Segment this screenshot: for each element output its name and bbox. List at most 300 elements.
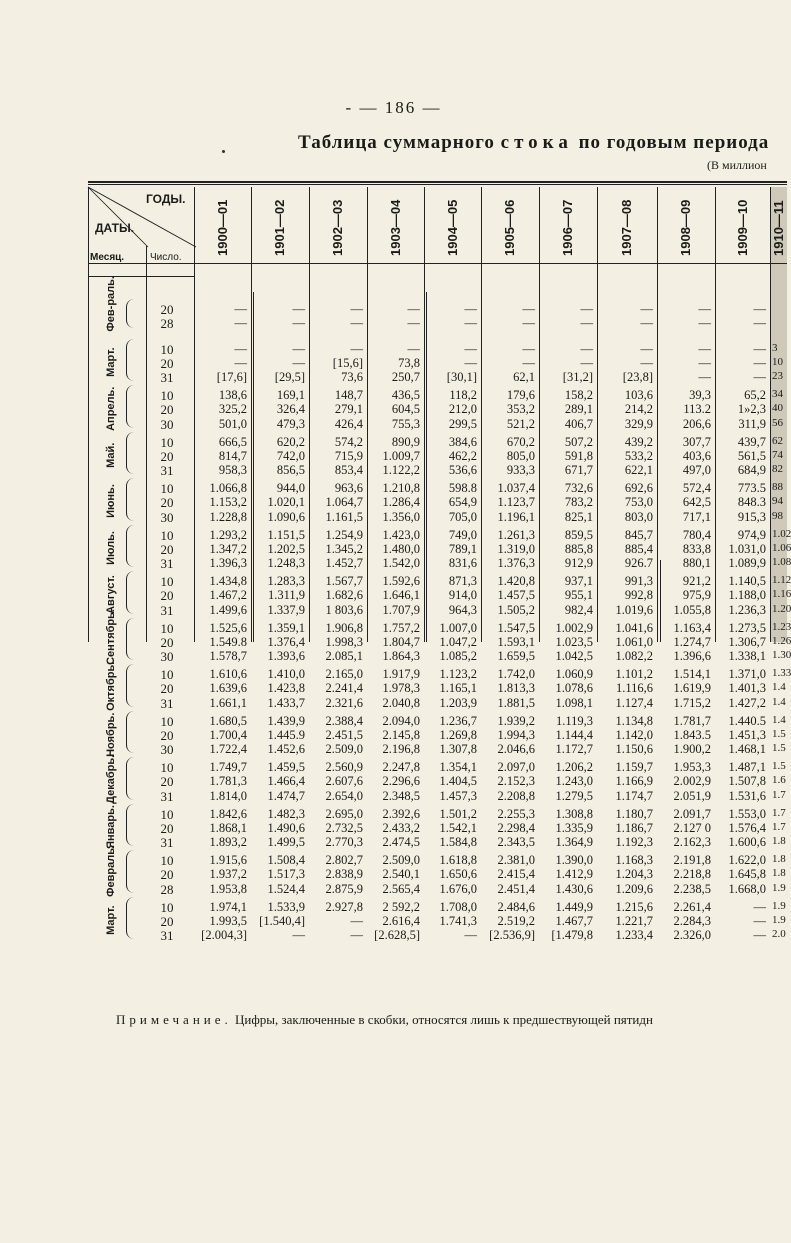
table-cell: 138,6 bbox=[218, 388, 247, 403]
table-cell: 982,4 bbox=[564, 602, 593, 617]
table-cell: 1.354,1 bbox=[439, 760, 477, 775]
year-header-10: 1909—10 bbox=[734, 199, 750, 257]
month-brace bbox=[126, 711, 137, 754]
table-cell: 1.542,1 bbox=[439, 820, 477, 835]
years-header-label: ГОДЫ. bbox=[146, 192, 186, 206]
table-cell: 1.449,9 bbox=[555, 899, 593, 914]
table-cell: 507,2 bbox=[564, 434, 593, 449]
table-cell: 1.781,7 bbox=[673, 713, 711, 728]
day-number: 20 bbox=[160, 448, 174, 464]
table-cell: 1.622,0 bbox=[728, 853, 766, 868]
table-cell: 426,4 bbox=[334, 416, 363, 431]
table-cell: 73,8 bbox=[398, 355, 420, 370]
table-cell: 1.236,7 bbox=[439, 713, 477, 728]
table-cell: 1.700,4 bbox=[209, 727, 247, 742]
table-cell: 462,2 bbox=[448, 448, 477, 463]
table-cell: 2.145,8 bbox=[382, 727, 420, 742]
table-cell: 974,9 bbox=[737, 527, 766, 542]
table-cell: 1.542,0 bbox=[382, 556, 420, 571]
table-cell: 1.618,8 bbox=[439, 853, 477, 868]
table-cell: 1.994,3 bbox=[497, 727, 535, 742]
month-brace bbox=[126, 618, 137, 661]
table-cell: — bbox=[292, 928, 305, 943]
table-cell: 845,7 bbox=[624, 527, 653, 542]
table-cell: 479,3 bbox=[276, 416, 305, 431]
day-number: 10 bbox=[160, 481, 174, 497]
table-cell: 1.150,6 bbox=[615, 742, 653, 757]
table-cell: — bbox=[350, 302, 363, 316]
table-cell: 825,1 bbox=[564, 509, 593, 524]
table-cell: 1.202,5 bbox=[267, 541, 305, 556]
day-number: 20 bbox=[160, 541, 174, 557]
table-cell: 325,2 bbox=[218, 402, 247, 417]
title-spaced-word: стока bbox=[500, 132, 573, 153]
table-cell: 1.037,4 bbox=[497, 481, 535, 496]
table-cell: 1.9 bbox=[772, 913, 786, 926]
table-cell: 574,2 bbox=[334, 434, 363, 449]
table-cell: 2.348,5 bbox=[382, 788, 420, 803]
table-cell: — bbox=[753, 928, 766, 943]
table-cell: 2.560,9 bbox=[325, 760, 363, 775]
table-cell: 803,0 bbox=[624, 509, 653, 524]
table-cell: 439,2 bbox=[624, 434, 653, 449]
table-cell: 2.415,4 bbox=[497, 867, 535, 882]
table-cell: — bbox=[407, 302, 420, 316]
table-cell: 1.906,8 bbox=[325, 620, 363, 635]
table-cell: 1.009,7 bbox=[382, 448, 420, 463]
table-cell: 1.467,7 bbox=[555, 913, 593, 928]
table-cell: 2.388,4 bbox=[325, 713, 363, 728]
month-brace bbox=[126, 432, 137, 475]
table-cell: — bbox=[234, 341, 247, 356]
table-cell: 572,4 bbox=[682, 481, 711, 496]
month-brace bbox=[126, 299, 137, 328]
table-cell: 1.514,1 bbox=[673, 667, 711, 682]
table-cell: 1.466,4 bbox=[267, 774, 305, 789]
table-cell: 1.393,6 bbox=[267, 649, 305, 664]
month-brace bbox=[126, 525, 137, 568]
table-cell: 1.410,0 bbox=[267, 667, 305, 682]
table-cell: 1.12 bbox=[772, 574, 791, 587]
day-number: 20 bbox=[160, 913, 174, 929]
table-cell: 1.439,9 bbox=[267, 713, 305, 728]
table-cell: 1.248,3 bbox=[267, 556, 305, 571]
table-cell: 406,7 bbox=[564, 416, 593, 431]
table-cell: 1.261,3 bbox=[497, 527, 535, 542]
table-cell: 1.335,9 bbox=[555, 820, 593, 835]
table-cell: 1.533,9 bbox=[267, 899, 305, 914]
month-brace bbox=[126, 385, 137, 428]
table-cell: 148,7 bbox=[334, 388, 363, 403]
table-cell: 1.499,5 bbox=[267, 835, 305, 850]
table-cell: 1.233,4 bbox=[615, 928, 653, 943]
table-cell: 1.5 bbox=[772, 760, 786, 773]
table-cell: 1.517,3 bbox=[267, 867, 305, 882]
table-cell: — bbox=[640, 355, 653, 370]
table-cell: 1.917,9 bbox=[382, 667, 420, 682]
table-cell: 684,9 bbox=[737, 463, 766, 478]
table-cell: — bbox=[753, 355, 766, 370]
table-cell: — bbox=[753, 913, 766, 928]
year-header-1: 1900—01 bbox=[214, 199, 230, 257]
table-cell: 742,0 bbox=[276, 448, 305, 463]
day-number: 28 bbox=[160, 316, 174, 332]
table-cell: — bbox=[640, 316, 653, 331]
table-cell: 1.505,2 bbox=[497, 602, 535, 617]
stray-dot bbox=[222, 150, 225, 153]
table-cell: 975,9 bbox=[682, 588, 711, 603]
table-cell: 1.953,3 bbox=[673, 760, 711, 775]
table-cell: — bbox=[464, 341, 477, 356]
table-cell: 1.682,6 bbox=[325, 588, 363, 603]
table-cell: 2.152,3 bbox=[497, 774, 535, 789]
table-cell: 1.6 bbox=[772, 774, 786, 787]
table-cell: 2.247,8 bbox=[382, 760, 420, 775]
footnote bbox=[116, 1012, 653, 1028]
table-cell: 2.927,8 bbox=[325, 899, 363, 914]
table-cell: — bbox=[698, 316, 711, 331]
table-cell: 1.161,5 bbox=[325, 509, 363, 524]
table-cell: 1.306,7 bbox=[728, 634, 766, 649]
table-cell: — bbox=[350, 341, 363, 356]
table-cell: 1.098,1 bbox=[555, 695, 593, 710]
table-cell: 705,0 bbox=[448, 509, 477, 524]
table-cell: 1.308,8 bbox=[555, 806, 593, 821]
table-cell: 2.298,4 bbox=[497, 820, 535, 835]
table-cell: 1.412,9 bbox=[555, 867, 593, 882]
month-brace bbox=[126, 850, 137, 893]
table-cell: 1.064,7 bbox=[325, 495, 363, 510]
table-cell: 212,0 bbox=[448, 402, 477, 417]
table-cell: 732,6 bbox=[564, 481, 593, 496]
table-cell: 1.307,8 bbox=[439, 742, 477, 757]
table-cell: 1.742,0 bbox=[497, 667, 535, 682]
table-cell: 2.451,5 bbox=[325, 727, 363, 742]
day-number: 20 bbox=[160, 774, 174, 790]
table-cell: [17,6] bbox=[216, 370, 247, 385]
table-cell: 1.480,0 bbox=[382, 541, 420, 556]
table-cell: 789,1 bbox=[448, 541, 477, 556]
table-cell: 955,1 bbox=[564, 588, 593, 603]
day-number: 30 bbox=[160, 742, 174, 758]
year-header-7: 1906—07 bbox=[560, 199, 575, 257]
table-cell: 497,0 bbox=[682, 463, 711, 478]
table-cell: 1.467,2 bbox=[209, 588, 247, 603]
table-cell: 1.254,9 bbox=[325, 527, 363, 542]
table-cell: 1.286,4 bbox=[382, 495, 420, 510]
day-number: 30 bbox=[160, 416, 174, 432]
table-cell: — bbox=[640, 302, 653, 316]
day-number: 20 bbox=[160, 727, 174, 743]
table-cell: 958,3 bbox=[218, 463, 247, 478]
table-cell: 1.427,2 bbox=[728, 695, 766, 710]
month-brace bbox=[126, 478, 137, 521]
table-cell: 937,1 bbox=[564, 574, 593, 589]
table-cell: 2.046,6 bbox=[497, 742, 535, 757]
table-cell: 439,7 bbox=[737, 434, 766, 449]
table-cell: [2.004,3] bbox=[201, 928, 247, 943]
table-cell: 2.451,4 bbox=[497, 881, 535, 896]
table-cell: 1.119,3 bbox=[555, 713, 593, 728]
table-cell: 1.487,1 bbox=[728, 760, 766, 775]
day-number: 31 bbox=[160, 602, 174, 618]
table-cell: 1.243,0 bbox=[555, 774, 593, 789]
table-cell: 1.593,1 bbox=[497, 634, 535, 649]
month-label-4: Май. bbox=[105, 442, 117, 468]
table-cell: 2.091,7 bbox=[673, 806, 711, 821]
day-number: 20 bbox=[160, 634, 174, 650]
table-cell: 1.8 bbox=[772, 867, 786, 880]
table-cell: 2.191,8 bbox=[673, 853, 711, 868]
table-cell: 1.188,0 bbox=[728, 588, 766, 603]
month-label-9: Октябрь. bbox=[105, 661, 117, 711]
table-cell: 2.085,1 bbox=[325, 649, 363, 664]
table-cell: 963,6 bbox=[334, 481, 363, 496]
table-cell: 1.440.5 bbox=[728, 713, 766, 728]
table-cell: 1.203,9 bbox=[439, 695, 477, 710]
table-cell: 598.8 bbox=[448, 481, 477, 496]
table-cell: 1.060,9 bbox=[555, 667, 593, 682]
table-cell: 2.392,6 bbox=[382, 806, 420, 821]
month-label-7: Август. bbox=[105, 575, 117, 614]
footnote-text: Цифры, заключенные в скобки, относятся лишь к предшествующей пятидн bbox=[235, 1012, 653, 1027]
table-cell: 1.4 bbox=[772, 713, 786, 726]
table-cell: 1.661,1 bbox=[209, 695, 247, 710]
table-cell: 912,9 bbox=[564, 556, 593, 571]
table-cell: 2.540,1 bbox=[382, 867, 420, 882]
table-cell: 1.319,0 bbox=[497, 541, 535, 556]
table-cell: 1.066,8 bbox=[209, 481, 247, 496]
table-cell: 289,1 bbox=[564, 402, 593, 417]
table-cell: 1.404,5 bbox=[439, 774, 477, 789]
table-cell: 103,6 bbox=[624, 388, 653, 403]
table-cell: 113.2 bbox=[683, 402, 711, 417]
table-cell: 2.296,6 bbox=[382, 774, 420, 789]
table-cell: 856,5 bbox=[276, 463, 305, 478]
day-number: 20 bbox=[160, 495, 174, 511]
table-cell: — bbox=[698, 302, 711, 316]
table-cell: 179,6 bbox=[506, 388, 535, 403]
table-cell: 1.371,0 bbox=[728, 667, 766, 682]
table-cell: 98 bbox=[772, 509, 783, 522]
table-cell: 2.565,4 bbox=[382, 881, 420, 896]
table-cell: — bbox=[522, 316, 535, 331]
table-cell: 1.337,9 bbox=[267, 602, 305, 617]
table-cell: 1.168,3 bbox=[615, 853, 653, 868]
table-cell: — bbox=[292, 316, 305, 331]
table-cell: — bbox=[350, 316, 363, 331]
table-cell: 2.654,0 bbox=[325, 788, 363, 803]
table-cell: 2.484,6 bbox=[497, 899, 535, 914]
year-header-8: 1907—08 bbox=[619, 199, 634, 257]
table-cell: 1.273,5 bbox=[728, 620, 766, 635]
day-number: 31 bbox=[160, 556, 174, 572]
table-cell: 717,1 bbox=[682, 509, 711, 524]
table-cell: 1.122,2 bbox=[382, 463, 420, 478]
table-cell: 1.345,2 bbox=[325, 541, 363, 556]
table-cell: 40 bbox=[772, 402, 783, 415]
table-cell: 1.781,3 bbox=[209, 774, 247, 789]
table-cell: 34 bbox=[772, 388, 783, 401]
title-prefix: Таблица суммарного bbox=[298, 132, 495, 153]
day-number: 20 bbox=[160, 588, 174, 604]
year-header-11: 1910—11 bbox=[770, 200, 786, 256]
table-cell: 1.078,6 bbox=[555, 681, 593, 696]
table-cell: [30,1] bbox=[446, 370, 477, 385]
table-cell: — bbox=[350, 928, 363, 943]
title-suffix: по годовым периода bbox=[578, 132, 770, 153]
table-cell: 914,0 bbox=[448, 588, 477, 603]
month-label-5: Июнь. bbox=[105, 484, 117, 519]
table-cell: 642,5 bbox=[682, 495, 711, 510]
table-cell: 1.757,2 bbox=[382, 620, 420, 635]
month-brace bbox=[126, 571, 137, 614]
day-number: 20 bbox=[160, 681, 174, 697]
table-cell: 991,3 bbox=[624, 574, 653, 589]
table-cell: 65,2 bbox=[744, 388, 766, 403]
table-cell: — bbox=[698, 341, 711, 356]
table-cell: — bbox=[753, 302, 766, 316]
day-number: 10 bbox=[160, 853, 174, 869]
table-cell: 1.174,7 bbox=[615, 788, 653, 803]
column-divider bbox=[88, 187, 89, 642]
table-cell: 1.401,3 bbox=[728, 681, 766, 696]
day-number: 20 bbox=[160, 302, 174, 317]
table-cell: 622,1 bbox=[624, 463, 653, 478]
table-cell: 1.180,7 bbox=[615, 806, 653, 821]
table-cell: 1.210,8 bbox=[382, 481, 420, 496]
table-cell: 1.998,3 bbox=[325, 634, 363, 649]
table-cell: 1.508,4 bbox=[267, 853, 305, 868]
table-cell: 1.023,5 bbox=[555, 634, 593, 649]
table-cell: — bbox=[464, 355, 477, 370]
table-cell: 1.937,2 bbox=[209, 867, 247, 882]
table-cell: 1.7 bbox=[772, 788, 786, 801]
table-cell: 169,1 bbox=[276, 388, 305, 403]
table-cell: 1.525,6 bbox=[209, 620, 247, 635]
table-cell: 2.732,5 bbox=[325, 820, 363, 835]
table-cell: 1.423,0 bbox=[382, 527, 420, 542]
table-cell: 2.695,0 bbox=[325, 806, 363, 821]
table-cell: [23,8] bbox=[622, 370, 653, 385]
table-cell: 1.993,5 bbox=[209, 913, 247, 928]
table-cell: 2.433,2 bbox=[382, 820, 420, 835]
month-label-13: Февраль. bbox=[105, 845, 117, 897]
table-cell: 915,3 bbox=[737, 509, 766, 524]
table-cell: 1.842,6 bbox=[209, 806, 247, 821]
table-cell: 384,6 bbox=[448, 434, 477, 449]
header-diagonal-lines bbox=[88, 187, 196, 247]
table-cell: 1.8 bbox=[772, 835, 786, 848]
table-cell: 1.116,6 bbox=[615, 681, 653, 696]
year-header-5: 1904—05 bbox=[444, 199, 460, 257]
table-cell: 1.33 bbox=[772, 667, 791, 680]
table-cell: 353,2 bbox=[506, 402, 535, 417]
table-cell: 1.576,4 bbox=[728, 820, 766, 835]
table-cell: 1.089,9 bbox=[728, 556, 766, 571]
table-cell: 1.192,3 bbox=[615, 835, 653, 850]
table-cell: 2.474,5 bbox=[382, 835, 420, 850]
table-cell: 604,5 bbox=[391, 402, 420, 417]
table-cell: 1.06 bbox=[772, 541, 791, 554]
table-cell: 1.457,5 bbox=[497, 588, 535, 603]
table-cell: 755,3 bbox=[391, 416, 420, 431]
table-cell: — bbox=[753, 899, 766, 914]
table-cell: 1.204,3 bbox=[615, 867, 653, 882]
table-cell: 1.082,2 bbox=[615, 649, 653, 664]
table-cell: 329,9 bbox=[624, 416, 653, 431]
table-cell: [15,6] bbox=[332, 355, 363, 370]
table-cell: 2.208,8 bbox=[497, 788, 535, 803]
rule-line bbox=[88, 181, 787, 183]
table-cell: 1.9 bbox=[772, 899, 786, 912]
table-cell: 1.680,5 bbox=[209, 713, 247, 728]
table-cell: 2.238,5 bbox=[673, 881, 711, 896]
table-cell: 670,2 bbox=[506, 434, 535, 449]
table-cell: 1.151,5 bbox=[267, 527, 305, 542]
day-number: 30 bbox=[160, 509, 174, 525]
table-cell: 1.434,8 bbox=[209, 574, 247, 589]
table-cell: 1.5 bbox=[772, 727, 786, 740]
table-cell: 1.619,9 bbox=[673, 681, 711, 696]
month-label-10: Ноябрь. bbox=[105, 711, 117, 757]
table-cell: 1.868,1 bbox=[209, 820, 247, 835]
table-cell: 1.953,8 bbox=[209, 881, 247, 896]
table-cell: 1.507,8 bbox=[728, 774, 766, 789]
table-cell: 1.459,5 bbox=[267, 760, 305, 775]
table-cell: 88 bbox=[772, 481, 783, 494]
table-cell: 1.007,0 bbox=[439, 620, 477, 635]
table-cell: 1.978,3 bbox=[382, 681, 420, 696]
diagonal-line-long bbox=[88, 187, 196, 247]
table-cell: 1.474,7 bbox=[267, 788, 305, 803]
table-cell: 805,0 bbox=[506, 448, 535, 463]
table-cell: 1.813,3 bbox=[497, 681, 535, 696]
table-cell: 1.390,0 bbox=[555, 853, 593, 868]
table-cell: 326,4 bbox=[276, 402, 305, 417]
table-cell: 1.042,5 bbox=[555, 649, 593, 664]
table-cell: 1.5 bbox=[772, 742, 786, 755]
table-cell: 848.3 bbox=[737, 495, 766, 510]
table-cell: 1.715,2 bbox=[673, 695, 711, 710]
table-cell: 1»2,3 bbox=[737, 402, 766, 417]
table-cell: 1.578,7 bbox=[209, 649, 247, 664]
table-cell: 1.23 bbox=[772, 620, 791, 633]
table-cell: 753,0 bbox=[624, 495, 653, 510]
table-cell: 1.08 bbox=[772, 556, 791, 569]
table-cell: 715,9 bbox=[334, 448, 363, 463]
table-cell: 1.490,6 bbox=[267, 820, 305, 835]
table-cell: — bbox=[580, 302, 593, 316]
table-cell: — bbox=[580, 355, 593, 370]
table-cell: 1.338,1 bbox=[728, 649, 766, 664]
table-cell: 1.650,6 bbox=[439, 867, 477, 882]
table-cell: 1.707,9 bbox=[382, 602, 420, 617]
table-cell: 2.261,4 bbox=[673, 899, 711, 914]
table-cell: 1.420,8 bbox=[497, 574, 535, 589]
day-number: 31 bbox=[160, 835, 174, 851]
month-brace bbox=[126, 339, 137, 382]
table-cell: 1.206,2 bbox=[555, 760, 593, 775]
table-cell: 964,3 bbox=[448, 602, 477, 617]
table-cell: 1.020,1 bbox=[267, 495, 305, 510]
table-cell: — bbox=[350, 913, 363, 928]
table-cell: 1.172,7 bbox=[555, 742, 593, 757]
day-number: 10 bbox=[160, 667, 174, 683]
table-cell: 1.610,6 bbox=[209, 667, 247, 682]
table-cell: — bbox=[234, 316, 247, 331]
table-cell: 1.722,4 bbox=[209, 742, 247, 757]
